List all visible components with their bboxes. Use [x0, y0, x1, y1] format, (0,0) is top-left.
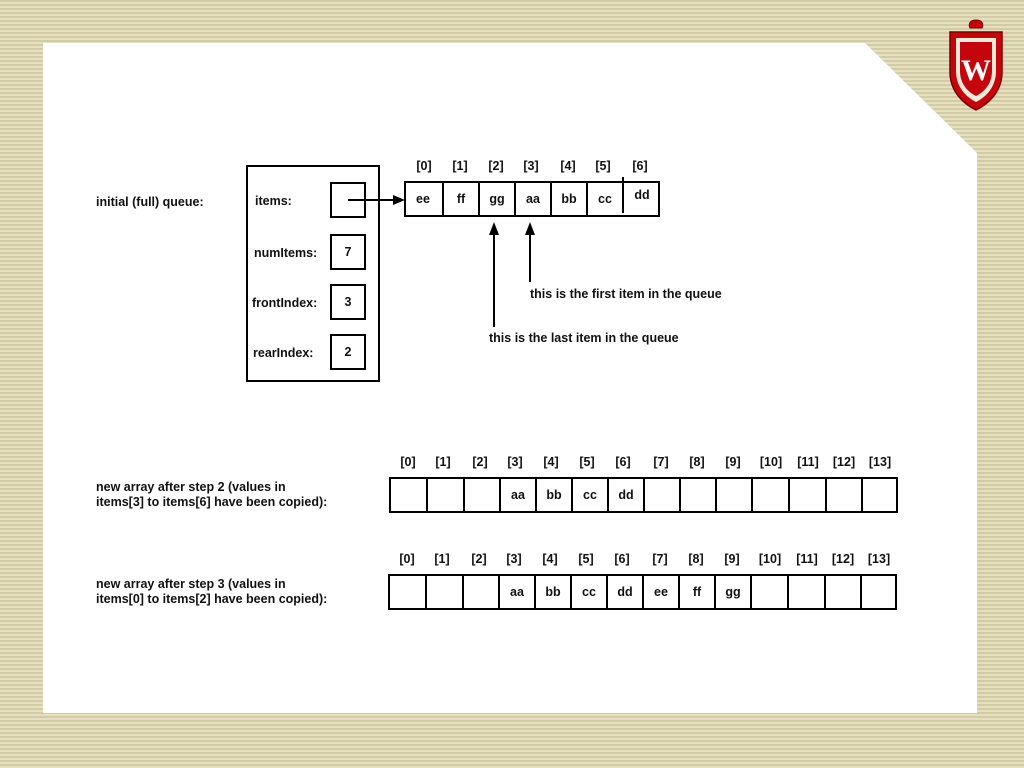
step2-cell-7 — [643, 477, 679, 513]
step3-index-1: [1] — [434, 552, 450, 566]
step2-cell-3: aa — [499, 477, 535, 513]
initial-cell-4: bb — [550, 181, 586, 217]
numitems-label: numItems: — [254, 246, 318, 260]
initial-index-0: [0] — [416, 159, 432, 173]
frontindex-value-box: 3 — [330, 284, 366, 320]
step3-cell-11 — [787, 574, 824, 610]
step2-label-line2: items[3] to items[6] have been copied): — [96, 495, 328, 509]
initial-cell-3: aa — [514, 181, 550, 217]
step3-index-6: [6] — [614, 552, 630, 566]
step2-index-9: [9] — [725, 455, 741, 469]
initial-cell-1: ff — [442, 181, 478, 217]
step2-index-4: [4] — [543, 455, 559, 469]
initial-cell-0: ee — [416, 192, 430, 206]
last-item-note: this is the last item in the queue — [489, 331, 679, 345]
step3-index-11: [11] — [796, 552, 818, 566]
step2-label-line1: new array after step 2 (values in — [96, 480, 286, 494]
step3-cell-10 — [750, 574, 787, 610]
initial-index-2: [2] — [488, 159, 504, 173]
initial-index-4: [4] — [560, 159, 576, 173]
step2-cell-0 — [389, 477, 426, 513]
initial-index-5: [5] — [595, 159, 611, 173]
step3-cell-2 — [462, 574, 498, 610]
initial-cell-5: cc — [586, 181, 622, 217]
step3-label-line2: items[0] to items[2] have been copied): — [96, 592, 328, 606]
step3-index-12: [12] — [831, 552, 855, 566]
step2-index-3: [3] — [507, 455, 523, 469]
step3-cell-9: gg — [714, 574, 750, 610]
step2-index-1: [1] — [435, 455, 451, 469]
step3-index-3: [3] — [506, 552, 522, 566]
step3-index-9: [9] — [724, 552, 740, 566]
step2-cell-6: dd — [607, 477, 643, 513]
step2-index-0: [0] — [400, 455, 416, 469]
step3-label-line1: new array after step 3 (values in — [96, 577, 286, 591]
step2-cell-11 — [788, 477, 825, 513]
initial-index-6: [6] — [632, 159, 648, 173]
step2-index-11: [11] — [797, 455, 819, 469]
step3-cell-8: ff — [678, 574, 714, 610]
items-label: items: — [255, 194, 292, 208]
step3-cell-6: dd — [606, 574, 642, 610]
step2-cell-5: cc — [571, 477, 607, 513]
initial-index-3: [3] — [523, 159, 539, 173]
step2-index-8: [8] — [689, 455, 705, 469]
step2-cell-10 — [751, 477, 788, 513]
step2-index-10: [10] — [759, 455, 783, 469]
step3-cell-0 — [388, 574, 425, 610]
step3-index-10: [10] — [758, 552, 782, 566]
step3-index-8: [8] — [688, 552, 704, 566]
initial-cell-6: dd — [622, 177, 660, 213]
step3-index-0: [0] — [399, 552, 415, 566]
step3-cell-5: cc — [570, 574, 606, 610]
step3-index-4: [4] — [542, 552, 558, 566]
logo-letter: W — [961, 54, 991, 87]
step3-array — [388, 574, 897, 610]
rearindex-value-box: 2 — [330, 334, 366, 370]
first-item-note: this is the first item in the queue — [530, 287, 722, 301]
step3-index-13: [13] — [867, 552, 891, 566]
initial-queue-label: initial (full) queue: — [96, 195, 204, 209]
step2-index-12: [12] — [832, 455, 856, 469]
step2-cell-1 — [426, 477, 463, 513]
step2-cell-12 — [825, 477, 861, 513]
step3-cell-4: bb — [534, 574, 570, 610]
step3-cell-12 — [824, 574, 860, 610]
step3-cell-3: aa — [498, 574, 534, 610]
step2-array — [389, 477, 898, 513]
items-pointer-arrowhead — [393, 195, 405, 205]
step3-index-2: [2] — [471, 552, 487, 566]
step2-cell-9 — [715, 477, 751, 513]
step2-index-13: [13] — [868, 455, 892, 469]
step2-cell-4: bb — [535, 477, 571, 513]
frontindex-label: frontIndex: — [252, 296, 318, 310]
initial-index-1: [1] — [452, 159, 468, 173]
initial-cell-2: gg — [478, 181, 514, 217]
step2-cell-2 — [463, 477, 499, 513]
step3-cell-1 — [425, 574, 462, 610]
step2-cell-13 — [861, 477, 898, 513]
step3-cell-7: ee — [642, 574, 678, 610]
rearindex-label: rearIndex: — [253, 346, 314, 360]
first-item-arrowhead — [525, 222, 535, 235]
last-item-arrowhead — [489, 222, 499, 235]
step2-index-7: [7] — [653, 455, 669, 469]
numitems-value-box: 7 — [330, 234, 366, 270]
step2-cell-8 — [679, 477, 715, 513]
step2-index-2: [2] — [472, 455, 488, 469]
step2-index-5: [5] — [579, 455, 595, 469]
step3-index-5: [5] — [578, 552, 594, 566]
step3-cell-13 — [860, 574, 897, 610]
step3-index-7: [7] — [652, 552, 668, 566]
step2-index-6: [6] — [615, 455, 631, 469]
